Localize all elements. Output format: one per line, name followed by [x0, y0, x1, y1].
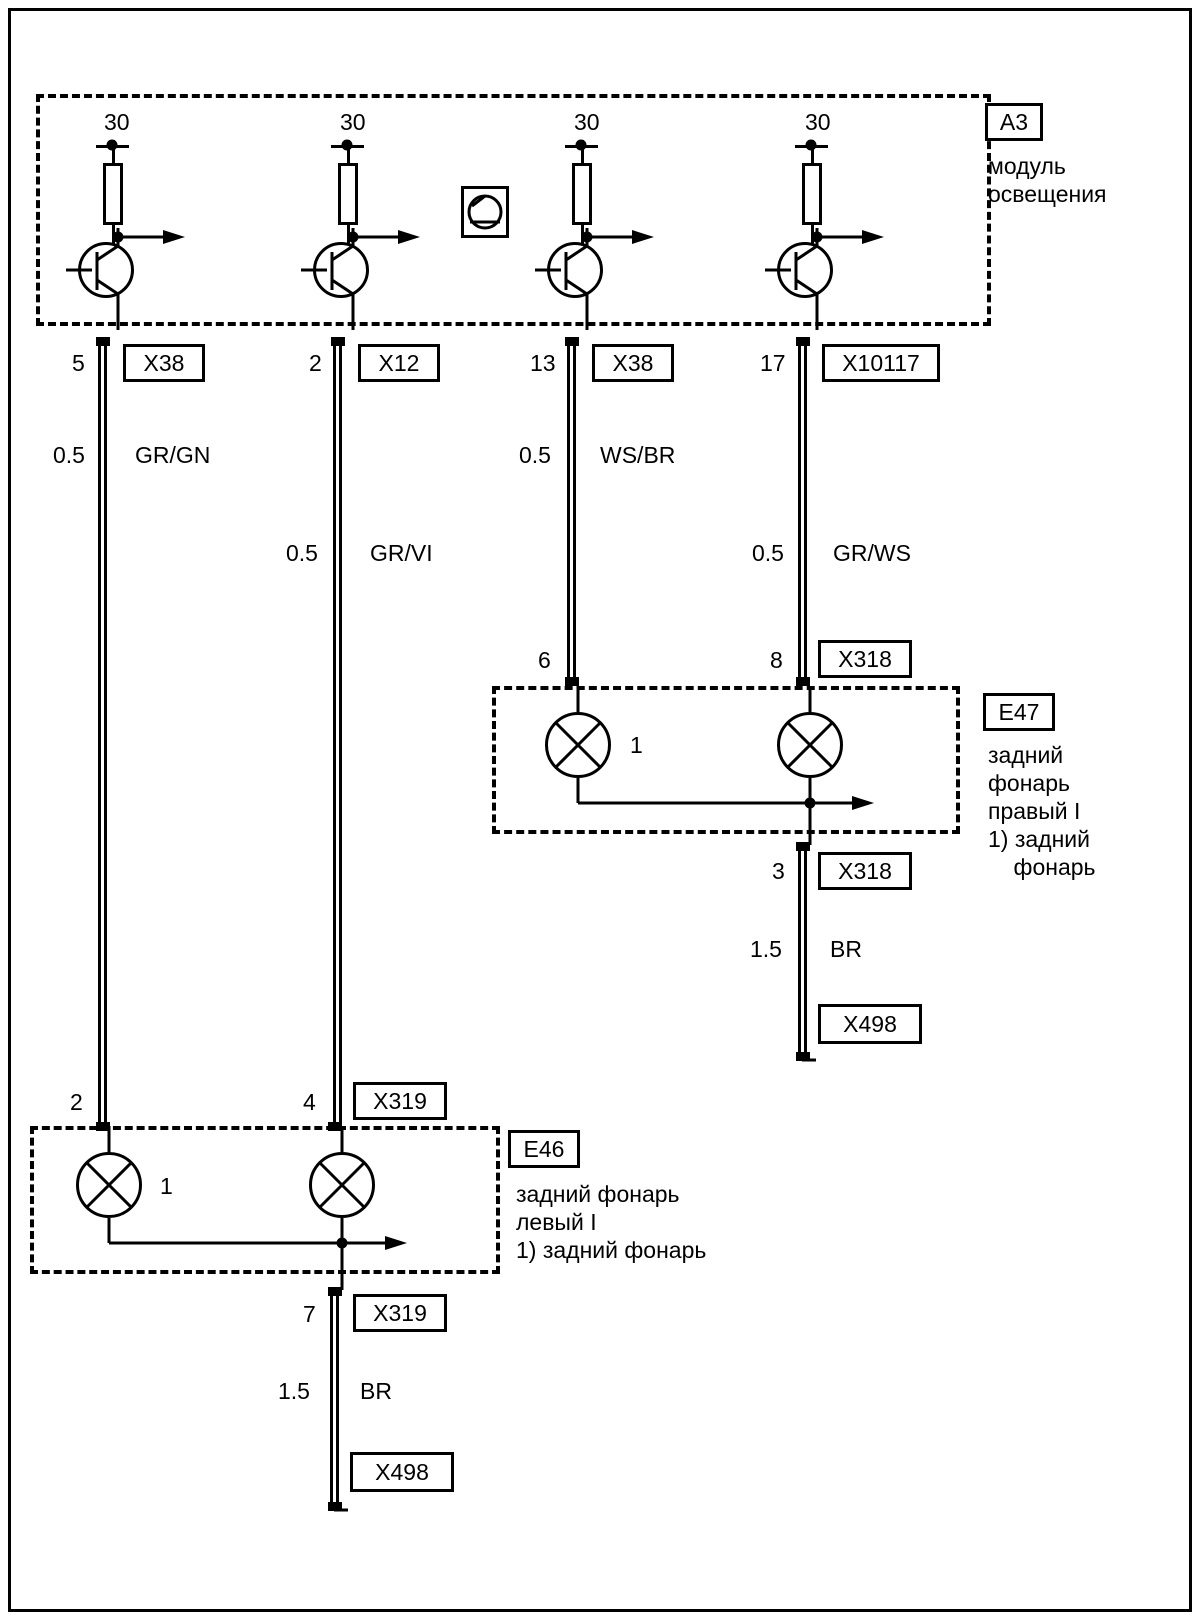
module-e47-code-box[interactable] — [983, 693, 1055, 731]
supply-stub-1 — [112, 140, 115, 165]
supply-stub-3 — [581, 140, 584, 165]
pin-e46-4: 4 — [303, 1089, 316, 1115]
wire-gr-vi — [333, 340, 342, 1130]
module-a3-code: A3 — [999, 108, 1029, 135]
wire-1-gauge: 0.5 — [53, 442, 85, 468]
lamp-e47-1 — [545, 712, 611, 778]
connector-box-x498-right[interactable] — [818, 1004, 922, 1044]
wire-6-gauge: 1.5 — [278, 1378, 310, 1404]
module-a3-code-box[interactable] — [985, 103, 1043, 141]
wire-1-color: GR/GN — [135, 442, 211, 468]
supply-tick-3 — [565, 145, 598, 148]
wire-3-gauge: 0.5 — [519, 442, 551, 468]
wire-5-color: BR — [830, 936, 862, 962]
transistor-1 — [78, 242, 134, 298]
pin-e46-2: 2 — [70, 1089, 83, 1115]
connector-x38-a-code: X38 — [143, 349, 185, 376]
connector-box-x318-b[interactable] — [818, 852, 912, 890]
lamp-e46-note: 1 — [160, 1173, 173, 1199]
wire-gr-ws — [798, 340, 807, 680]
pin-e47-6: 6 — [538, 647, 551, 673]
supply-tick-1 — [96, 145, 129, 148]
module-a3-label: модуль освещения — [988, 153, 1107, 207]
wire-br-left — [330, 1290, 339, 1510]
wire-3-color: WS/BR — [600, 442, 676, 468]
connector-box-x38-a[interactable] — [123, 344, 205, 382]
lighting-switch-icon — [461, 186, 509, 238]
lamp-e47-2 — [777, 712, 843, 778]
pin-label-4: 17 — [760, 350, 786, 376]
pin-e47-3: 3 — [772, 858, 785, 884]
connector-x319-b-code: X319 — [373, 1299, 427, 1326]
module-a3-boundary — [36, 94, 991, 326]
connector-x12-code: X12 — [378, 349, 420, 376]
wire-4-gauge: 0.5 — [752, 540, 784, 566]
connector-x318-a-code: X318 — [838, 645, 892, 672]
transistor-4 — [777, 242, 833, 298]
pin-e47-8: 8 — [770, 647, 783, 673]
wire-4-color: GR/WS — [833, 540, 911, 566]
module-e47-label: задний фонарь правый I 1) задний фонарь — [988, 742, 1096, 880]
connector-box-x38-b[interactable] — [592, 344, 674, 382]
module-e46-code-box[interactable] — [508, 1130, 580, 1168]
supply-tick-2 — [331, 145, 364, 148]
connector-x498-left-code: X498 — [375, 1458, 429, 1485]
lamp-e46-1 — [76, 1152, 142, 1218]
connector-box-x318-a[interactable] — [818, 640, 912, 678]
supply-label-2: 30 — [340, 109, 366, 135]
connector-box-x319-b[interactable] — [353, 1294, 447, 1332]
transistor-2 — [313, 242, 369, 298]
wire-gr-gn — [98, 340, 107, 1130]
supply-label-3: 30 — [574, 109, 600, 135]
supply-stub-2 — [347, 140, 350, 165]
fuse-3 — [572, 163, 592, 225]
transistor-3 — [547, 242, 603, 298]
fuse-1 — [103, 163, 123, 225]
fuse-2 — [338, 163, 358, 225]
pin-label-2: 2 — [309, 350, 322, 376]
connector-x319-a-code: X319 — [373, 1087, 427, 1114]
wire-br-right — [798, 845, 807, 1060]
wire-ws-br — [567, 340, 576, 680]
supply-tick-4 — [795, 145, 828, 148]
lamp-e47-note: 1 — [630, 732, 643, 758]
pin-e46-7: 7 — [303, 1301, 316, 1327]
connector-x38-b-code: X38 — [612, 349, 654, 376]
connector-x318-b-code: X318 — [838, 857, 892, 884]
supply-stub-4 — [811, 140, 814, 165]
connector-box-x498-left[interactable] — [350, 1452, 454, 1492]
wire-2-gauge: 0.5 — [286, 540, 318, 566]
pin-label-1: 5 — [72, 350, 85, 376]
wire-2-color: GR/VI — [370, 540, 433, 566]
connector-box-x10117[interactable] — [822, 344, 940, 382]
module-e46-code: E46 — [523, 1135, 565, 1162]
fuse-4 — [802, 163, 822, 225]
wire-5-gauge: 1.5 — [750, 936, 782, 962]
connector-box-x12[interactable] — [358, 344, 440, 382]
supply-label-1: 30 — [104, 109, 130, 135]
connector-x498-right-code: X498 — [843, 1010, 897, 1037]
connector-x10117-code: X10117 — [842, 349, 920, 376]
module-e47-code: E47 — [998, 698, 1040, 725]
module-e46-label: задний фонарь левый I 1) задний фонарь — [516, 1181, 707, 1263]
lamp-e46-2 — [309, 1152, 375, 1218]
wire-6-color: BR — [360, 1378, 392, 1404]
connector-box-x319-a[interactable] — [353, 1082, 447, 1120]
pin-label-3: 13 — [530, 350, 556, 376]
supply-label-4: 30 — [805, 109, 831, 135]
